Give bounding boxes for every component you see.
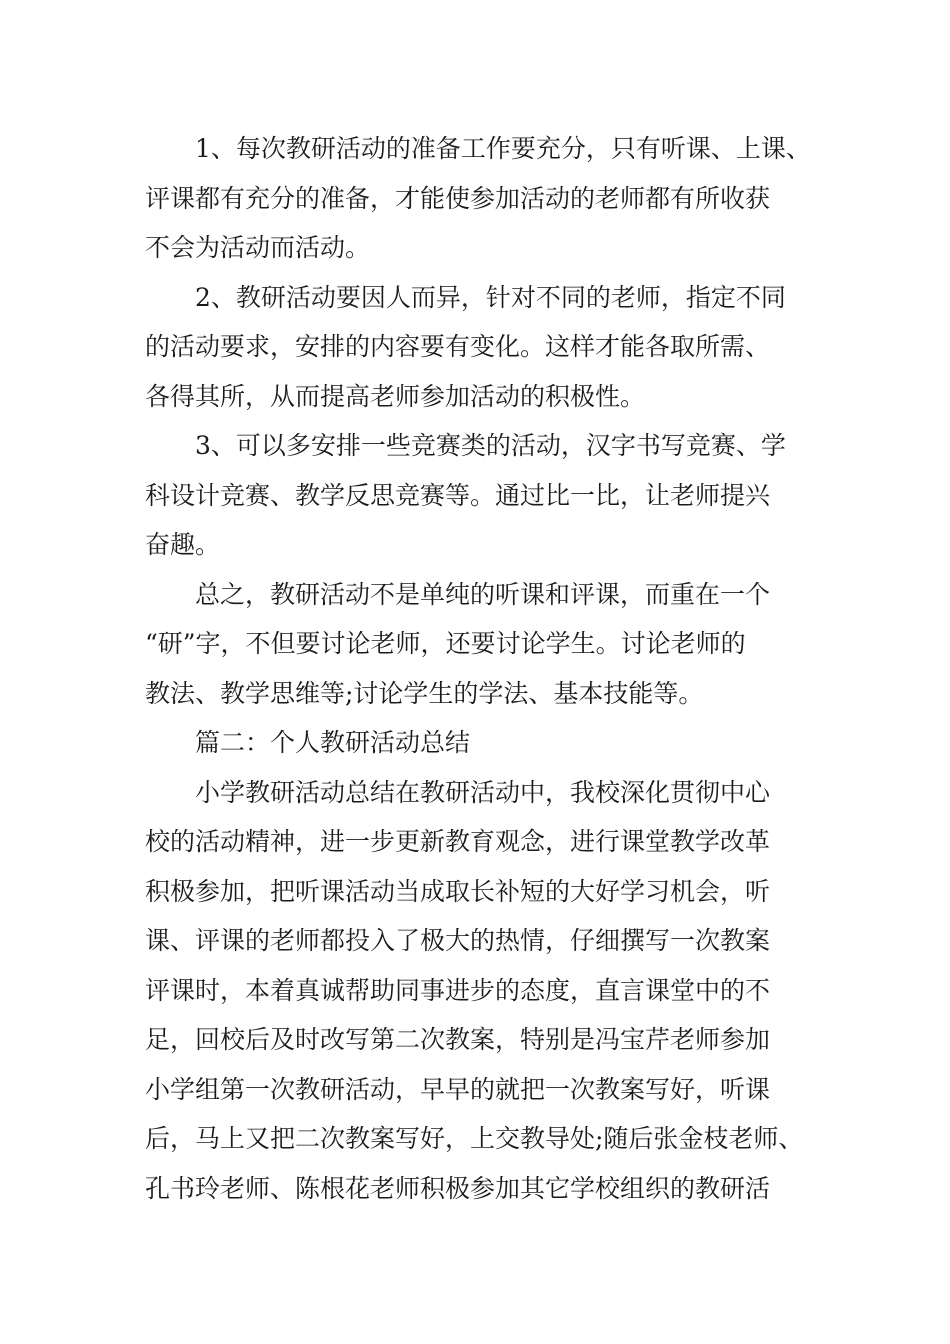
text-line: 课、评课的老师都投入了极大的热情，仔细撰写一次教案 bbox=[145, 926, 771, 955]
paragraph-5 bbox=[145, 768, 810, 1214]
text-line: 评课时，本着真诚帮助同事进步的态度，直言课堂中的不 bbox=[145, 975, 771, 1005]
text-line: “研”字，不但要讨论老师，还要讨论学生。讨论老师的 bbox=[145, 629, 746, 658]
text-line: 足，回校后及时改写第二次教案，特别是冯宝芹老师参加 bbox=[145, 1025, 771, 1054]
text-line: 奋趣。 bbox=[145, 530, 221, 559]
text-line: 各得其所，从而提高老师参加活动的积极性。 bbox=[145, 381, 646, 411]
paragraph-2 bbox=[145, 273, 810, 422]
text-line: 校的活动精神，进一步更新教育观念，进行课堂教学改革 bbox=[145, 827, 771, 856]
heading-line: 篇二：个人教研活动总结 bbox=[195, 728, 471, 757]
text-line: 小学组第一次教研活动，早早的就把一次教案写好，听课 bbox=[145, 1074, 771, 1104]
text-line: 后，马上又把二次教案写好，上交教导处;随后张金枝老师、 bbox=[145, 1124, 804, 1153]
text-line: 总之，教研活动不是单纯的听课和评课，而重在一个 bbox=[195, 579, 771, 609]
text-line: 评课都有充分的准备，才能使参加活动的老师都有所收获 bbox=[145, 183, 771, 213]
text-line: 孔书玲老师、陈根花老师积极参加其它学校组织的教研活 bbox=[145, 1173, 771, 1203]
text-line: 科设计竞赛、教学反思竞赛等。通过比一比，让老师提兴 bbox=[145, 480, 771, 510]
text-line: 3、可以多安排一些竞赛类的活动，汉字书写竞赛、学 bbox=[195, 431, 786, 460]
text-line: 积极参加，把听课活动当成取长补短的大好学习机会，听 bbox=[145, 876, 771, 906]
text-line: 2、教研活动要因人而异，针对不同的老师，指定不同 bbox=[195, 282, 786, 312]
text-line: 教法、教学思维等;讨论学生的学法、基本技能等。 bbox=[145, 678, 704, 708]
paragraph-4 bbox=[145, 570, 810, 719]
text-line: 小学教研活动总结在教研活动中，我校深化贯彻中心 bbox=[195, 777, 771, 807]
document-body bbox=[145, 124, 810, 1213]
text-line: 不会为活动而活动。 bbox=[145, 233, 371, 262]
paragraph-3 bbox=[145, 421, 810, 570]
text-line: 的活动要求，安排的内容要有变化。这样才能各取所需、 bbox=[145, 332, 771, 361]
section-heading bbox=[145, 718, 810, 768]
text-line: 1、每次教研活动的准备工作要充分，只有听课、上课、 bbox=[195, 134, 811, 163]
paragraph-1 bbox=[145, 124, 810, 273]
